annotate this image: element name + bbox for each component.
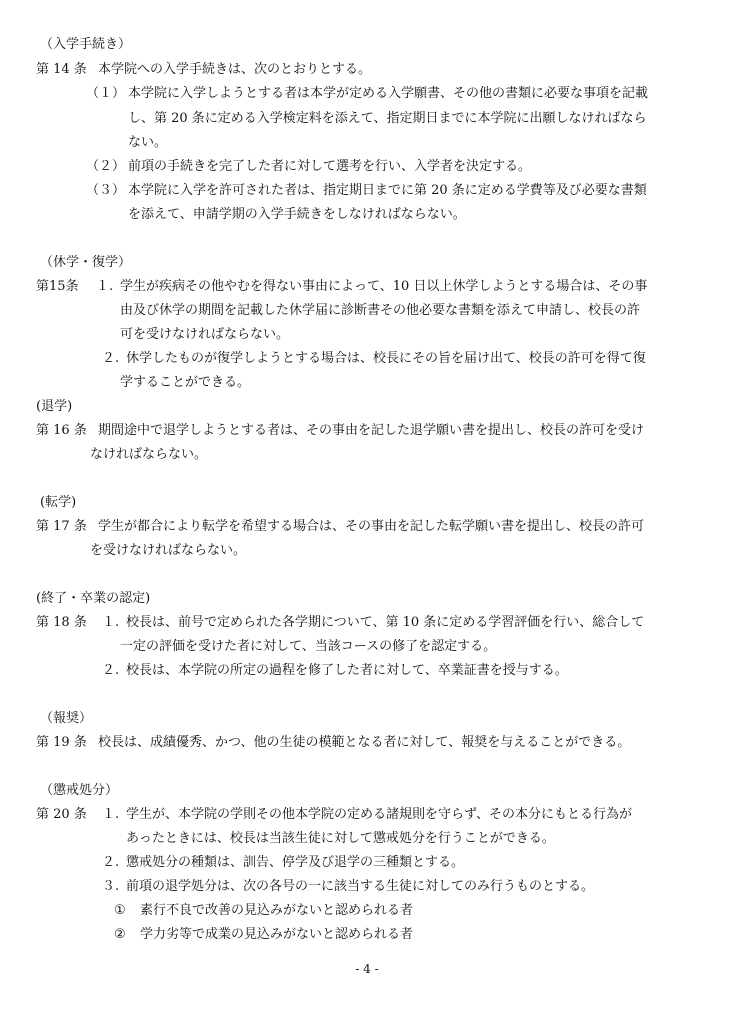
article-number: 第 16 条 [36, 423, 87, 438]
item-number: （３） [86, 183, 126, 198]
article-line: 期間途中で退学しようとする者は、その事由を記した退学願い書を提出し、校長の許可を受け [98, 423, 645, 438]
item-line: 学することができる。 [120, 375, 251, 390]
article-number: 第 20 条 [36, 807, 87, 822]
item-line: 前項の手続きを完了した者に対して選考を行い、入学者を決定する。 [128, 159, 532, 174]
article-line: 学生が都合により転学を希望する場合は、その事由を記した転学願い書を提出し、校長の許可 [98, 519, 645, 534]
item-line: 可を受けなければならない。 [120, 327, 290, 342]
item-line: 由及び休学の期間を記載した休学届に診断書その他必要な書類を添えて申請し、校長の許 [120, 303, 641, 318]
article-number: 第 19 条 [36, 735, 87, 750]
article-line: を受けなければならない。 [90, 543, 247, 558]
heading-leave: （休学・復学） [40, 255, 132, 270]
item-line: 学生が、本学院の学則その他本学院の定める諸規則を守らず、その本分にもとる行為が [126, 807, 632, 822]
article-number: 第 17 条 [36, 519, 87, 534]
item-number: ２. [102, 855, 120, 870]
item-number: １. [102, 615, 120, 630]
item-number: ２. [102, 351, 120, 366]
article-text: 校長は、成績優秀、かつ、他の生徒の模範となる者に対して、報奨を与えることができる。 [98, 735, 631, 750]
subitem-number: ① [114, 903, 126, 918]
item-number: ３. [102, 879, 120, 894]
article-number: 第 18 条 [36, 615, 87, 630]
item-line: 校長は、前号で定められた各学期について、第 10 条に定める学習評価を行い、総合して [126, 615, 645, 630]
item-line: 本学院に入学しようとする者は本学が定める入学願書、その他の書類に必要な事項を記載 [128, 86, 649, 101]
article-number: 第 14 条 [36, 62, 87, 77]
item-number: １. [102, 807, 120, 822]
article-number: 第15条 [36, 279, 79, 294]
item-line: 本学院に入学を許可された者は、指定期日までに第 20 条に定める学費等及び必要な書類 [128, 183, 647, 198]
subitem-number: ② [114, 927, 126, 942]
item-line: 学生が疾病その他やむを得ない事由によって、10 日以上休学しようとする場合は、その事 [120, 279, 648, 294]
heading-completion: (終了・卒業の認定) [36, 591, 151, 606]
article-text: 本学院への入学手続きは、次のとおりとする。 [98, 62, 372, 77]
heading-discipline: （懲戒処分） [40, 783, 119, 798]
item-line: 校長は、本学院の所定の過程を修了した者に対して、卒業証書を授与する。 [126, 663, 568, 678]
item-line: ない。 [128, 135, 168, 150]
item-number: （２） [86, 159, 126, 174]
item-line: 休学したものが復学しようとする場合は、校長にその旨を届け出て、校長の許可を得て復 [126, 351, 646, 366]
item-line: あったときには、校長は当該生徒に対して懲戒処分を行うことができる。 [126, 831, 555, 846]
heading-award: （報奨） [40, 711, 93, 726]
item-number: ２. [102, 663, 120, 678]
heading-transfer: (転学) [40, 495, 77, 510]
heading-withdrawal: (退学) [36, 399, 73, 414]
page-number: - 4 - [355, 962, 379, 976]
subitem-text: 学力劣等で成業の見込みがないと認められる者 [140, 927, 414, 942]
item-line: し、第 20 条に定める入学検定料を添えて、指定期日までに本学院に出願しなければなら [128, 111, 647, 126]
item-number: （１） [86, 86, 126, 101]
item-line: 懲戒処分の種類は、訓告、停学及び退学の三種類とする。 [126, 855, 465, 870]
item-line: を添えて、申請学期の入学手続きをしなければならない。 [128, 207, 466, 222]
article-line: なければならない。 [90, 447, 208, 462]
heading-admission: （入学手続き） [40, 37, 132, 52]
item-number: １. [96, 279, 114, 294]
item-line: 前項の退学処分は、次の各号の一に該当する生徒に対してのみ行うものとする。 [126, 879, 595, 894]
subitem-text: 素行不良で改善の見込みがないと認められる者 [140, 903, 414, 918]
item-line: 一定の評価を受けた者に対して、当該コースの修了を認定する。 [120, 639, 497, 654]
